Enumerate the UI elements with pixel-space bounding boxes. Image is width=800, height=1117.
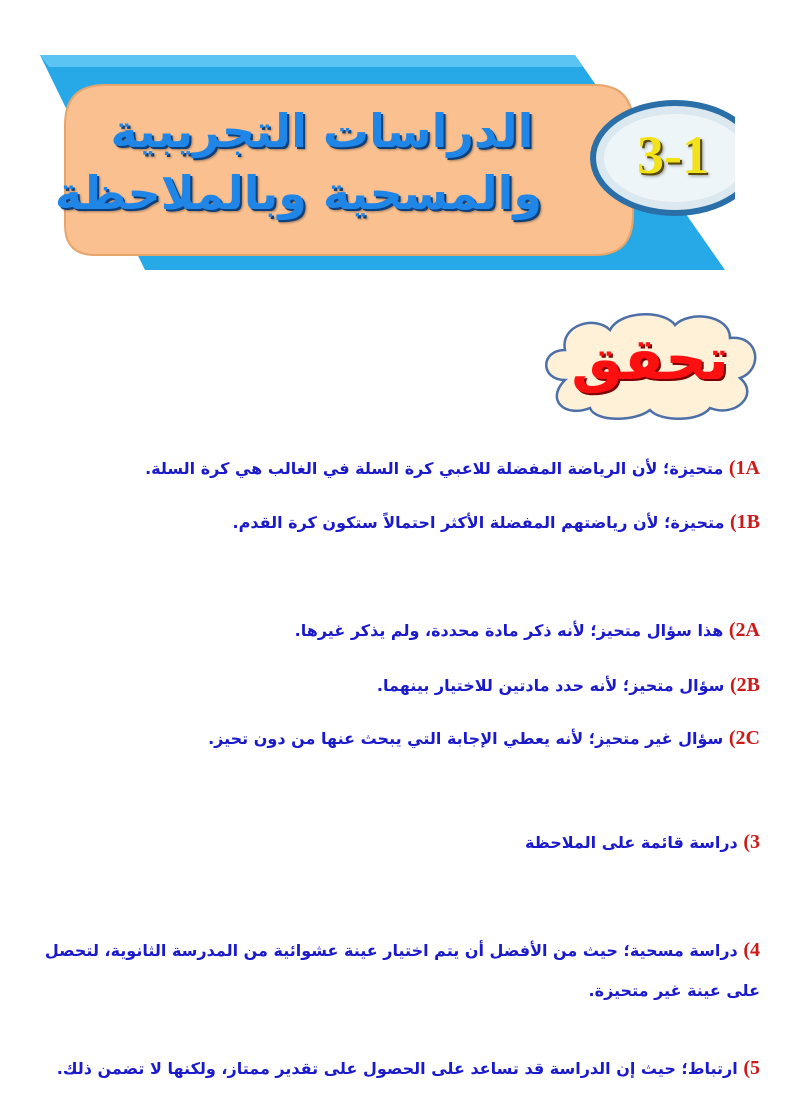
answer-item xyxy=(40,502,760,543)
answer-label: 2A) xyxy=(728,619,760,641)
answer-label: 4) xyxy=(743,939,760,961)
answer-text: دراسة قائمة على الملاحظة xyxy=(524,833,738,852)
lesson-title-line-1: الدراسات التجريبية xyxy=(110,104,534,158)
answer-item xyxy=(40,822,760,863)
answer-label: 2B) xyxy=(729,674,760,696)
answer-label: 1B) xyxy=(729,511,760,533)
answer-text: هذا سؤال متحيز؛ لأنه ذكر مادة محددة، ولم يذكر غيرها. xyxy=(294,621,724,640)
answer-text: ارتباط؛ حيث إن الدراسة قد تساعد على الحصول على تقدير ممتاز، ولكنها لا تضمن ذلك. xyxy=(56,1059,738,1078)
answer-text: دراسة مسحية؛ حيث من الأفضل أن يتم اختيار عينة عشوائية من المدرسة الثانوية، لتحصل على عينة غير متحيزة. xyxy=(44,941,760,1000)
answer-item xyxy=(40,665,760,706)
answer-item xyxy=(40,448,760,489)
answer-label: 3) xyxy=(743,831,760,853)
answer-item xyxy=(40,610,760,651)
lesson-title-line-2: والمسحية وبالملاحظة xyxy=(54,166,542,220)
lesson-number: 3-1 xyxy=(637,125,709,185)
answer-item xyxy=(40,718,760,759)
answer-item xyxy=(40,930,760,1011)
banner-blue-shine xyxy=(40,55,583,67)
check-heading: تحقق xyxy=(571,325,729,393)
answer-label: 1A) xyxy=(728,457,760,479)
answer-item xyxy=(40,1048,760,1089)
answer-label: 5) xyxy=(743,1057,760,1079)
answer-text: سؤال متحيز؛ لأنه حدد مادتين للاختيار بينهما. xyxy=(376,676,725,695)
answer-label: 2C) xyxy=(728,727,760,749)
answer-text: متحيزة؛ لأن الرياضة المفضلة للاعبي كرة السلة في الغالب هي كرة السلة. xyxy=(145,459,724,478)
answer-text: متحيزة؛ لأن رياضتهم المفضلة الأكثر احتمالاً ستكون كرة القدم. xyxy=(232,513,725,532)
answer-text: سؤال غير متحيز؛ لأنه يعطي الإجابة التي يبحث عنها من دون تحيز. xyxy=(208,729,724,748)
